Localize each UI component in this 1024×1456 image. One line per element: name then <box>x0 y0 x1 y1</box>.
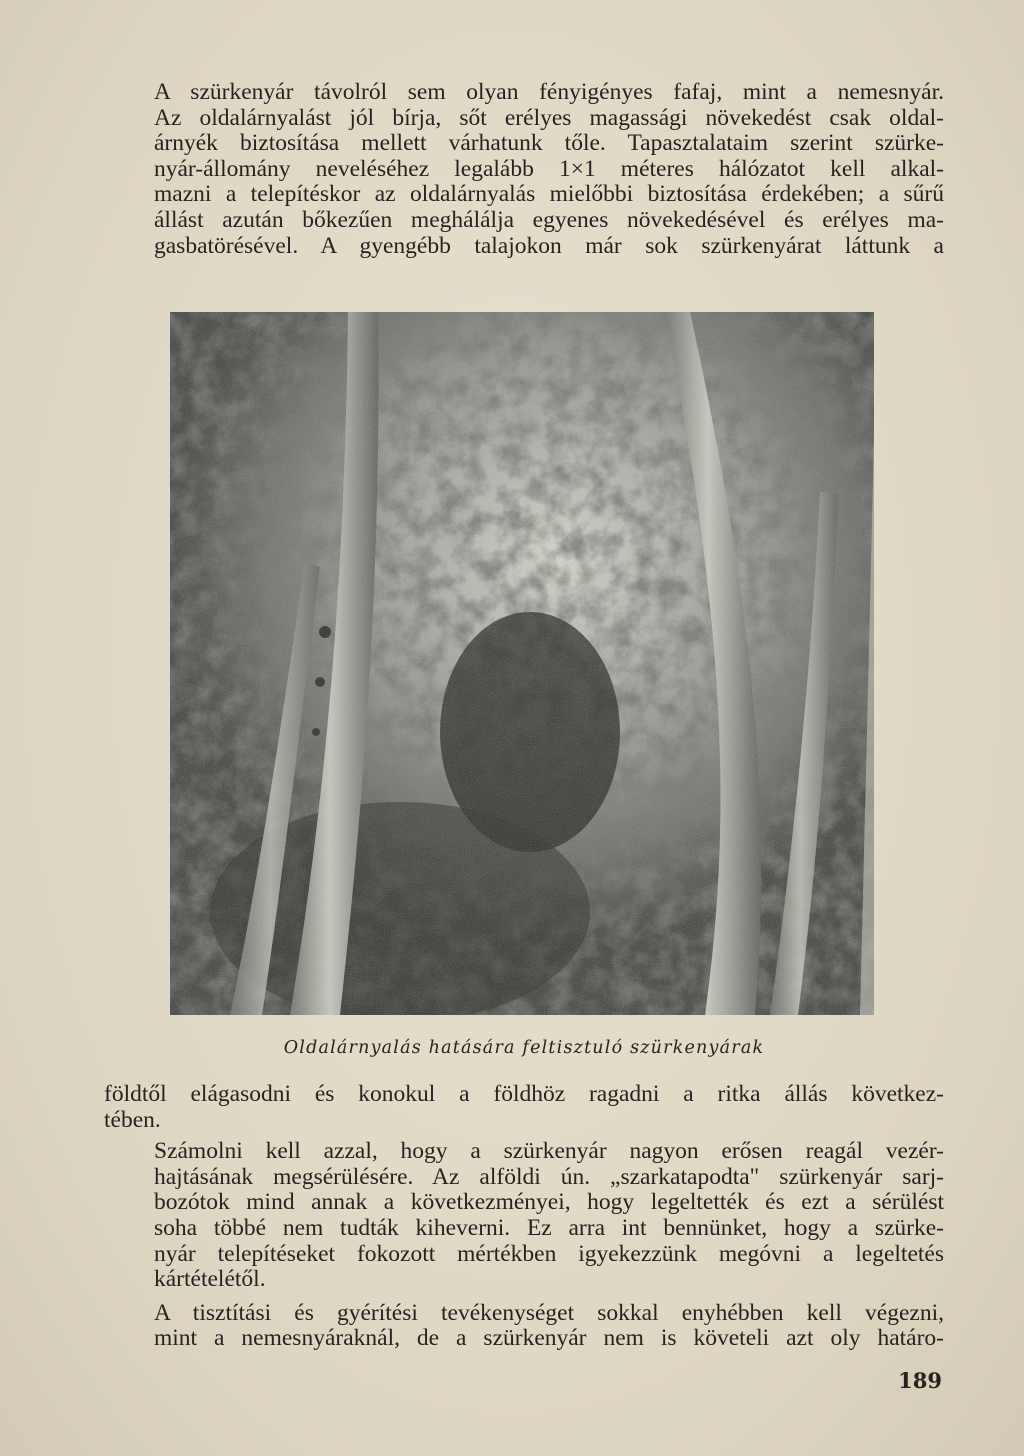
text-line: árnyék biztosítása mellett várhatunk tőle. Tapasztalataim szerint szürke- <box>154 130 944 157</box>
text-line: Az oldalárnyalást jól bírja, sőt erélyes magassági növekedést csak oldal- <box>154 104 944 131</box>
text-line: nyár telepítéseket fokozott mértékben igyekezzünk megóvni a legeltetés <box>154 1240 944 1267</box>
bottom-paragraphs <box>104 1082 944 1352</box>
top-paragraph <box>104 80 944 259</box>
text-line: Számolni kell azzal, hogy a szürkenyár nagyon erősen reagál vezér- <box>154 1138 944 1165</box>
text-line: kártételétől. <box>154 1266 266 1293</box>
text-line: bozótok mind annak a következményei, hogy legeltették és ezt a sérülést <box>154 1189 944 1216</box>
photo-caption: Oldalárnyalás hatására feltisztuló szürkenyárak <box>283 1038 765 1058</box>
text-line: soha többé nem tudták kiheverni. Ez arra int bennünket, hogy a szürke- <box>154 1214 944 1241</box>
text-line: tében. <box>104 1106 161 1133</box>
text-line: A szürkenyár távolról sem olyan fényigényes fafaj, mint a nemesnyár. <box>154 79 944 105</box>
text-line: gasbatörésével. A gyengébb talajokon már sok szürkenyárat láttunk a <box>154 232 944 259</box>
text-line: hajtásának megsérülésére. Az alföldi ún. „szarkatapodta" szürkenyár sarj- <box>154 1163 944 1190</box>
text-line: mint a nemesnyáraknál, de a szürkenyár nem is követeli azt oly határo- <box>154 1325 944 1352</box>
page-number: 189 <box>898 1368 942 1393</box>
text-line: földtől elágasodni és konokul a földhöz ragadni a ritka állás következ- <box>104 1081 944 1107</box>
forest-photograph <box>170 312 874 1015</box>
text-line: A tisztítási és gyérítési tevékenységet sokkal enyhébben kell végezni, <box>154 1299 944 1326</box>
text-line: mazni a telepítéskor az oldalárnyalás mielőbbi biztosítása érdekében; a sűrű <box>154 181 944 208</box>
text-line: nyár-állomány neveléséhez legalább 1×1 méteres hálózatot kell alkal- <box>154 155 944 182</box>
text-line: állást azután bőkezűen meghálálja egyenes növekedésével és erélyes ma- <box>154 206 944 233</box>
